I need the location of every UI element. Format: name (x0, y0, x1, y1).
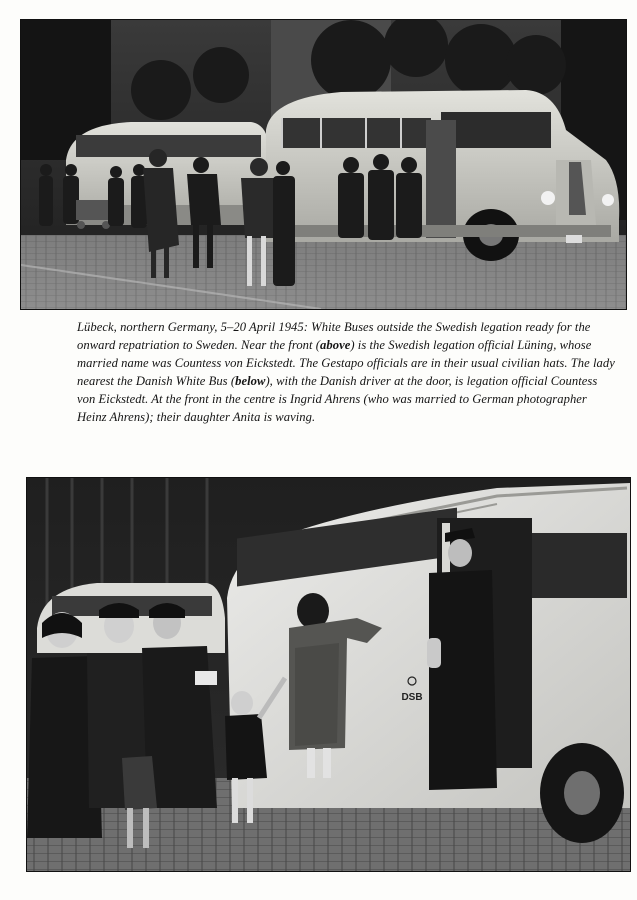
photo-bottom-scene (27, 478, 630, 871)
photo-top-scene (21, 20, 626, 309)
caption-text-1: Lübeck, northern Germany, 5–20 April 1945: White Buses outside the Swedish legation ready for the onward repatriation to Sweden. Near the front ( (77, 320, 591, 353)
dsb-emblem-text: DSB (401, 692, 423, 703)
caption-above-word: above (320, 338, 351, 353)
photo-white-buses-street (20, 19, 627, 310)
caption-text-2: ) is the Swedish legation official Lüning, whose married name was Countess von Eickstedt. The Gestapo officials are in their usual civilian hats. The lady nearest the Danish White Bus ( (77, 338, 615, 389)
photo-caption (77, 318, 617, 427)
caption-below-word: below (235, 374, 266, 389)
caption-text-3: ), with the Danish driver at the door, is legation official Countess von Eickstedt. At the front in the centre is Ingrid Ahrens (who was married to German photographer Heinz Ahrens); their daughter Anita is waving. (77, 374, 598, 425)
photo-danish-white-bus (26, 477, 631, 872)
